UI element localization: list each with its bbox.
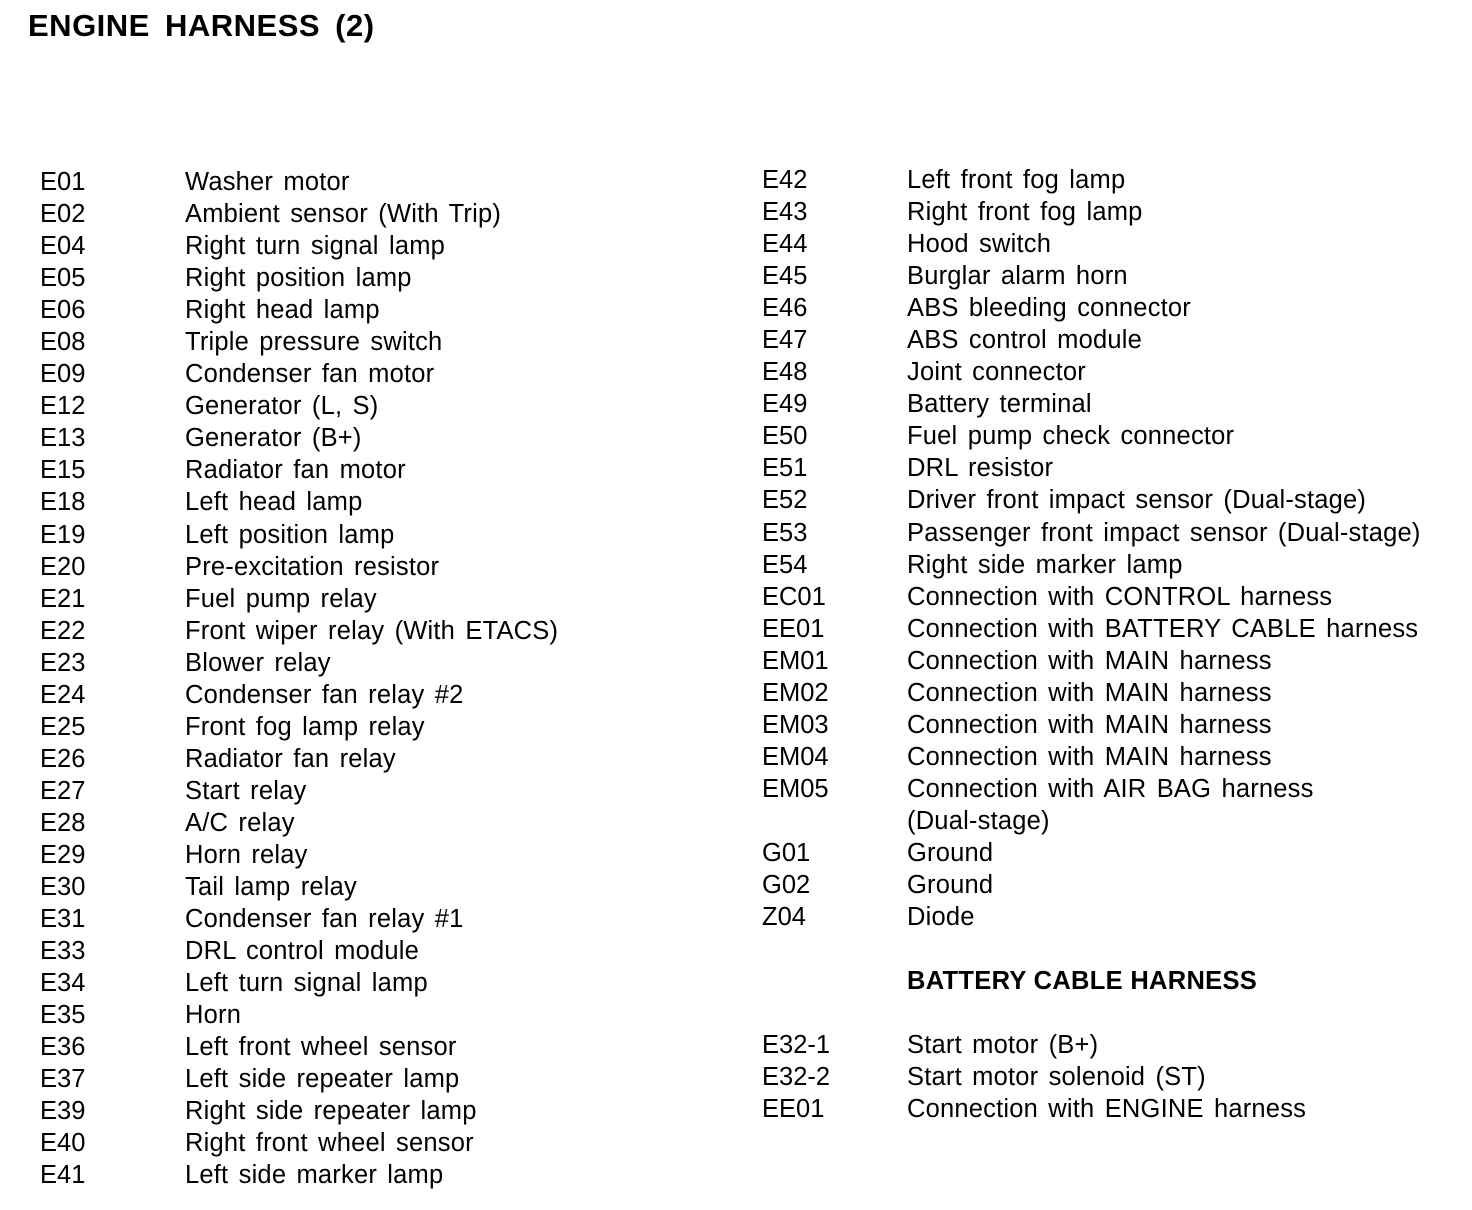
connector-description: Left position lamp	[185, 520, 395, 549]
connector-code: EM04	[762, 742, 829, 771]
connector-code: EM05	[762, 774, 829, 803]
connector-description: Left turn signal lamp	[185, 969, 428, 998]
connector-code: E31	[40, 905, 86, 934]
connector-row	[40, 711, 720, 743]
connector-description: Tail lamp relay	[185, 873, 357, 902]
connector-code: EE01	[762, 1095, 825, 1124]
connector-description: ABS bleeding connector	[907, 294, 1192, 323]
connector-code: E41	[40, 1161, 86, 1190]
connector-description: Generator (B+)	[185, 424, 362, 453]
connector-row	[40, 198, 720, 230]
connector-description: Connection with MAIN harness	[907, 710, 1272, 739]
connector-description: DRL control module	[185, 937, 420, 966]
connector-description: Ambient sensor (With Trip)	[185, 200, 502, 229]
connector-code: E08	[40, 328, 86, 357]
connector-code: E39	[40, 1097, 86, 1126]
connector-row	[40, 358, 720, 390]
connector-row	[762, 517, 1462, 549]
connector-code: E48	[762, 358, 808, 387]
connector-description: Start relay	[185, 776, 307, 805]
connector-row	[762, 645, 1462, 677]
connector-description: Ground	[907, 838, 994, 867]
connector-description: Ground	[907, 871, 994, 900]
connector-row	[762, 1093, 1462, 1125]
connector-row	[762, 581, 1462, 613]
connector-code	[762, 805, 907, 837]
connector-row	[40, 166, 720, 198]
connector-code: E40	[40, 1129, 86, 1158]
connector-description: Left front fog lamp	[907, 166, 1126, 194]
connector-code: E43	[762, 198, 808, 227]
connector-description: Connection with AIR BAG harness	[907, 774, 1314, 803]
connector-description: ABS control module	[907, 326, 1142, 355]
connector-row	[762, 805, 1462, 837]
connector-description: Start motor (B+)	[907, 1031, 1099, 1060]
connector-description: Fuel pump relay	[185, 584, 377, 613]
connector-description: Condenser fan relay #2	[185, 680, 464, 709]
page-title: ENGINE HARNESS (2)	[28, 8, 375, 43]
connector-description: Left side marker lamp	[185, 1161, 444, 1190]
connector-description: Right position lamp	[185, 264, 412, 293]
connector-row	[40, 967, 720, 999]
connector-code: E30	[40, 873, 86, 902]
connector-code: E51	[762, 454, 808, 483]
connector-description: Diode	[907, 903, 975, 932]
connector-row	[40, 1127, 720, 1159]
connector-description: Right turn signal lamp	[185, 232, 446, 261]
connector-description: A/C relay	[185, 808, 295, 837]
connector-description: Front wiper relay (With ETACS)	[185, 616, 559, 645]
connector-code: E12	[40, 392, 86, 421]
connector-row	[762, 292, 1462, 324]
connector-description: Left side repeater lamp	[185, 1065, 460, 1094]
connector-row	[40, 615, 720, 647]
connector-description: Connection with MAIN harness	[907, 742, 1272, 771]
connector-code: E24	[40, 680, 86, 709]
connector-description: Joint connector	[907, 358, 1086, 387]
connector-description: Horn	[185, 1001, 242, 1030]
connector-code: E46	[762, 294, 808, 323]
connector-row	[40, 775, 720, 807]
connector-code: E35	[40, 1001, 86, 1030]
connector-description: Right side repeater lamp	[185, 1097, 477, 1126]
connector-code: E21	[40, 584, 86, 613]
connector-code: E45	[762, 262, 808, 291]
connector-row	[40, 1063, 720, 1095]
connector-row	[40, 422, 720, 454]
connector-description: Connection with ENGINE harness	[907, 1095, 1307, 1124]
engine-harness-left-list	[40, 166, 720, 1192]
connector-row	[762, 196, 1462, 228]
connector-description: Left front wheel sensor	[185, 1033, 457, 1062]
connector-code: G01	[762, 838, 811, 867]
connector-code: E37	[40, 1065, 86, 1094]
connector-description: Driver front impact sensor (Dual-stage)	[907, 486, 1367, 515]
connector-description: Fuel pump check connector	[907, 422, 1235, 451]
connector-row	[40, 454, 720, 486]
connector-code: E25	[40, 712, 86, 741]
connector-code: EM03	[762, 710, 829, 739]
connector-code: E20	[40, 552, 86, 581]
connector-description: Right front wheel sensor	[185, 1129, 474, 1158]
connector-description: Burglar alarm horn	[907, 262, 1128, 291]
connector-description: Condenser fan motor	[185, 360, 435, 389]
connector-description: Connection with MAIN harness	[907, 678, 1272, 707]
connector-row	[40, 583, 720, 615]
connector-description: Radiator fan relay	[185, 744, 396, 773]
connector-row	[762, 260, 1462, 292]
connector-row	[40, 647, 720, 679]
connector-code: E52	[762, 486, 808, 515]
connector-row	[40, 230, 720, 262]
connector-row	[40, 262, 720, 294]
connector-row	[762, 773, 1462, 805]
connector-row	[762, 901, 1462, 933]
connector-code: E02	[40, 200, 86, 229]
connector-row	[762, 1029, 1462, 1061]
connector-row	[762, 484, 1462, 516]
connector-row	[762, 164, 1462, 196]
connector-row	[762, 228, 1462, 260]
connector-code: E26	[40, 744, 86, 773]
connector-code: E50	[762, 422, 808, 451]
connector-code: E34	[40, 969, 86, 998]
connector-row	[762, 420, 1462, 452]
connector-code: E32-2	[762, 1063, 831, 1092]
connector-code: G02	[762, 871, 811, 900]
connector-description: Battery terminal	[907, 390, 1092, 419]
connector-row	[762, 741, 1462, 773]
connector-row	[40, 935, 720, 967]
connector-row	[762, 549, 1462, 581]
connector-code: E53	[762, 518, 808, 547]
connector-description: Right head lamp	[185, 296, 380, 325]
connector-description: Passenger front impact sensor (Dual-stage)	[907, 518, 1421, 547]
connector-description: Hood switch	[907, 230, 1052, 259]
connector-description: Horn relay	[185, 840, 308, 869]
connector-row	[40, 326, 720, 358]
connector-code: EM02	[762, 678, 829, 707]
connector-row	[40, 486, 720, 518]
connector-code: E01	[40, 168, 86, 196]
connector-row	[40, 871, 720, 903]
connector-code: E22	[40, 616, 86, 645]
connector-row	[40, 1031, 720, 1063]
connector-code: Z04	[762, 903, 806, 932]
connector-code: E49	[762, 390, 808, 419]
connector-row	[762, 677, 1462, 709]
engine-harness-right-list	[762, 164, 1462, 1125]
connector-row	[762, 837, 1462, 869]
connector-code: E32-1	[762, 1031, 831, 1060]
connector-code: E13	[40, 424, 86, 453]
connector-row	[40, 1095, 720, 1127]
connector-code: E47	[762, 326, 808, 355]
right-items	[762, 164, 1462, 933]
connector-row	[762, 324, 1462, 356]
connector-code: EC01	[762, 582, 826, 611]
connector-row	[40, 903, 720, 935]
connector-row	[762, 388, 1462, 420]
connector-description: Condenser fan relay #1	[185, 905, 464, 934]
connector-code: E33	[40, 937, 86, 966]
connector-row	[762, 613, 1462, 645]
connector-code: E29	[40, 840, 86, 869]
connector-row	[40, 807, 720, 839]
connector-description: Triple pressure switch	[185, 328, 443, 357]
connector-row	[762, 452, 1462, 484]
battery-section-title: BATTERY CABLE HARNESS	[907, 967, 1258, 996]
connector-description: Connection with CONTROL harness	[907, 582, 1333, 611]
connector-row	[40, 551, 720, 583]
connector-description: Radiator fan motor	[185, 456, 406, 485]
connector-description: Connection with MAIN harness	[907, 646, 1272, 675]
connector-row	[40, 999, 720, 1031]
connector-description: Front fog lamp relay	[185, 712, 425, 741]
connector-code: E18	[40, 488, 86, 517]
connector-row	[40, 1159, 720, 1191]
connector-code: E28	[40, 808, 86, 837]
connector-code: E36	[40, 1033, 86, 1062]
connector-description: (Dual-stage)	[907, 806, 1050, 835]
connector-description: Blower relay	[185, 648, 331, 677]
connector-description: Start motor solenoid (ST)	[907, 1063, 1206, 1092]
connector-code: E19	[40, 520, 86, 549]
connector-description: DRL resistor	[907, 454, 1054, 483]
connector-row	[762, 356, 1462, 388]
battery-cable-list	[762, 1029, 1462, 1125]
connector-code: EM01	[762, 646, 829, 675]
connector-row	[40, 679, 720, 711]
connector-row	[40, 390, 720, 422]
connector-row	[762, 1061, 1462, 1093]
connector-description: Washer motor	[185, 168, 350, 196]
connector-row	[762, 709, 1462, 741]
connector-code: E44	[762, 230, 808, 259]
connector-description: Pre-excitation resistor	[185, 552, 440, 581]
connector-row	[40, 743, 720, 775]
connector-code: E15	[40, 456, 86, 485]
connector-description: Right front fog lamp	[907, 198, 1143, 227]
connector-code: E06	[40, 296, 86, 325]
connector-description: Right side marker lamp	[907, 550, 1183, 579]
connector-code: E27	[40, 776, 86, 805]
connector-code: E42	[762, 166, 808, 194]
connector-description: Left head lamp	[185, 488, 363, 517]
connector-code: E09	[40, 360, 86, 389]
connector-description: Connection with BATTERY CABLE harness	[907, 614, 1419, 643]
connector-row	[40, 839, 720, 871]
connector-row	[40, 519, 720, 551]
connector-code: EE01	[762, 614, 825, 643]
connector-code: E05	[40, 264, 86, 293]
connector-description: Generator (L, S)	[185, 392, 379, 421]
connector-code: E23	[40, 648, 86, 677]
connector-code: E54	[762, 550, 808, 579]
connector-row	[762, 869, 1462, 901]
connector-row	[40, 294, 720, 326]
connector-code: E04	[40, 232, 86, 261]
